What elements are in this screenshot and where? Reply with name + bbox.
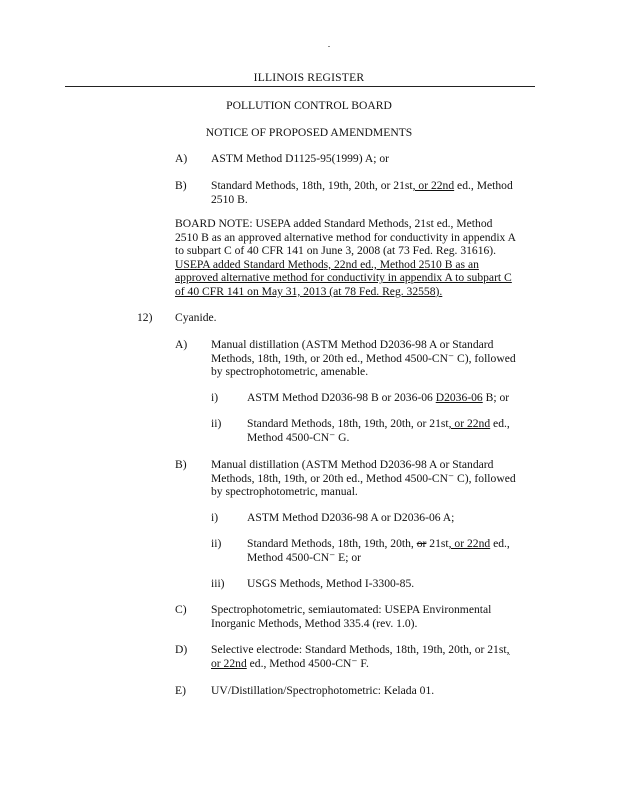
- board-note: BOARD NOTE: USEPA added Standard Methods, 21st ed., Method 2510 B as an approved alternative method for conductivity in appendix A to subpart C of 40 CFR 141 on June 3, 2008 (at 73 Fed. Reg. 31616). USEPA added Standard Methods, 22nd ed., Method 2510 B as an approved alternative method for conductivity in appendix A to subpart C of 40 CFR 141 on May 31, 2013 (at 78 Fed. Reg. 32558).: [175, 217, 535, 299]
- item-text: UV/Distillation/Spectrophotometric: Kelada 01.: [211, 684, 435, 697]
- header-rule: [65, 86, 535, 87]
- inserted-text: ,: [506, 643, 510, 656]
- inserted-text: of 40 CFR 141 on May 31, 2013 (at 78 Fed. Reg. 32558).: [175, 284, 443, 298]
- register-title: ILLINOIS REGISTER: [253, 71, 365, 84]
- subitem-label: iii): [211, 577, 225, 590]
- subitem-label: ii): [211, 537, 222, 550]
- item-text: Manual distillation (ASTM Method D2036-98 A or Standard Methods, 18th, 19th, or 20th ed., Method 4500-CN⁻ C), followed by spectrophotometric, amenable.: [211, 338, 516, 379]
- board-title: POLLUTION CONTROL BOARD: [226, 99, 392, 112]
- inserted-text: D2036-06: [435, 391, 483, 404]
- inserted-text: approved alternative method for conductivity in appendix A to subpart C: [175, 271, 512, 285]
- subitem-text: Standard Methods, 18th, 19th, 20th, or 21st, or 22nd ed., Method 4500-CN⁻ G.: [247, 417, 510, 444]
- item-label: A): [175, 152, 188, 165]
- section-title: Cyanide.: [175, 311, 217, 324]
- subitem-text: Standard Methods, 18th, 19th, 20th, or 21st, or 22nd ed., Method 4500-CN⁻ E; or: [247, 537, 510, 564]
- item-label: B): [175, 179, 187, 192]
- item-label: C): [175, 603, 187, 616]
- inserted-text: USEPA added Standard Methods, 22nd ed., Method 2510 B as an: [175, 257, 479, 271]
- item-label: E): [175, 684, 186, 697]
- inserted-text: , or 22nd: [412, 179, 455, 192]
- item-text: Standard Methods, 18th, 19th, 20th, or 21st, or 22nd ed., Method 2510 B.: [211, 179, 513, 206]
- subitem-label: i): [211, 511, 219, 524]
- subitem-label: i): [211, 391, 219, 404]
- subitem-text: USGS Methods, Method I-3300-85.: [247, 577, 415, 590]
- subitem-text: ASTM Method D2036-98 A or D2036-06 A;: [247, 511, 455, 524]
- item-text: Spectrophotometric, semiautomated: USEPA Environmental Inorganic Methods, Method 335.4 (rev. 1.0).: [211, 603, 492, 630]
- subitem-label: ii): [211, 417, 222, 430]
- item-label: D): [175, 643, 188, 656]
- section-number: 12): [137, 311, 153, 324]
- subitem-text: ASTM Method D2036-98 B or 2036-06 D2036-06 B; or: [247, 391, 510, 404]
- inserted-text: , or 22nd: [448, 417, 491, 430]
- inserted-text: , or 22nd: [448, 537, 491, 550]
- deleted-text: or: [416, 537, 427, 550]
- item-text: Selective electrode: Standard Methods, 18th, 19th, 20th, or 21st, or 22nd ed., Method 4500-CN⁻ F.: [211, 643, 510, 670]
- item-text: ASTM Method D1125-95(1999) A; or: [211, 152, 389, 165]
- scan-speck: [328, 46, 330, 47]
- item-text: Manual distillation (ASTM Method D2036-98 A or Standard Methods, 18th, 19th, or 20th ed., Method 4500-CN⁻ C), followed by spectrophotometric, manual.: [211, 458, 516, 499]
- item-label: B): [175, 458, 187, 471]
- inserted-text: or 22nd: [211, 656, 247, 670]
- item-label: A): [175, 338, 188, 351]
- notice-title: NOTICE OF PROPOSED AMENDMENTS: [205, 126, 413, 139]
